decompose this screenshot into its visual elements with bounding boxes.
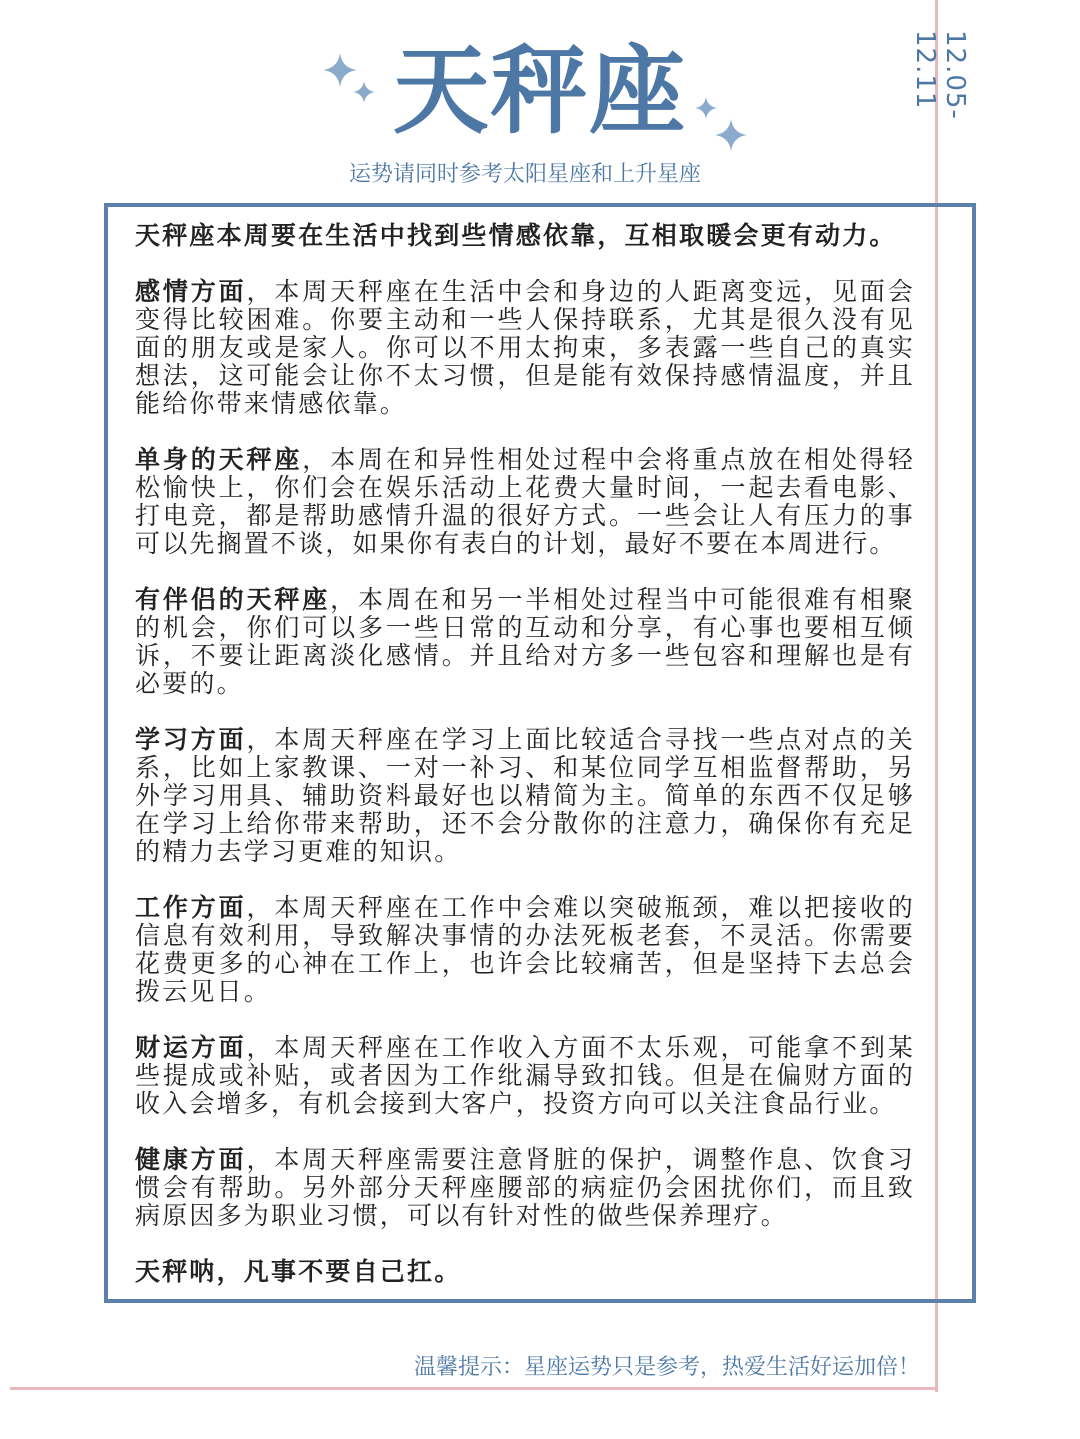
section-label: 有伴侣的天秤座: [135, 585, 331, 614]
section-text: ，本周天秤座在工作中会难以突破瓶颈，难以把接收的信息有效利用，导致解决事情的办法死板老套，不灵活。你需要花费更多的心神在工作上，也许会比较痛苦，但是坚持下去总会拨云见日。: [135, 893, 915, 1006]
closing-line: 天秤呐，凡事不要自己扛。: [135, 1257, 462, 1286]
section-label: 工作方面: [135, 893, 247, 922]
section-label: 财运方面: [135, 1033, 247, 1062]
section-study: [135, 726, 915, 866]
section-single: [135, 446, 915, 558]
section-partnered: [135, 586, 915, 698]
pink-horizontal-line: [10, 1387, 938, 1390]
subtitle: 运势请同时参考太阳星座和上升星座: [348, 162, 701, 187]
date-range: 12.05-12.11: [910, 30, 970, 120]
section-text: ，本周天秤座在工作收入方面不太乐观，可能拿不到某些提成或补贴，或者因为工作纰漏导致扣钱。但是在偏财方面的收入会增多，有机会接到大客户，投资方向可以关注食品行业。: [135, 1033, 915, 1118]
section-wealth: [135, 1034, 915, 1118]
section-label: 单身的天秤座: [135, 445, 303, 474]
page-title: 天秤座: [393, 35, 687, 147]
section-text: ，本周天秤座在生活中会和身边的人距离变远，见面会变得比较困难。你要主动和一些人保持联系，尤其是很久没有见面的朋友或是家人。你可以不用太拘束，多表露一些自己的真实想法，这可能会让你不太习惯，但是能有效保持感情温度，并且能给你带来情感依靠。: [135, 277, 915, 418]
footer-tip: 温馨提示：星座运势只是参考，热爱生活好运加倍！: [413, 1355, 920, 1380]
section-text: ，本周天秤座在学习上面比较适合寻找一些点对点的关系，比如上家教课、一对一补习、和某位同学互相监督帮助，另外学习用具、辅助资料最好也以精简为主。简单的东西不仅足够在学习上给你带来帮助，还不会分散你的注意力，确保你有充足的精力去学习更难的知识。: [135, 725, 915, 866]
section-text: ，本周天秤座需要注意肾脏的保护，调整作息、饮食习惯会有帮助。另外部分天秤座腰部的病症仍会困扰你们，而且致病原因多为职业习惯，可以有针对性的做些保养理疗。: [135, 1145, 915, 1230]
section-work: [135, 894, 915, 1006]
section-label: 健康方面: [135, 1145, 247, 1174]
headline: 天秤座本周要在生活中找到些情感依靠，互相取暖会更有动力。: [135, 221, 897, 250]
section-text: ，本周在和另一半相处过程当中可能很难有相聚的机会，你们可以多一些日常的互动和分享，有心事也要相互倾诉，不要让距离淡化感情。并且给对方多一些包容和理解也是有必要的。: [135, 585, 915, 698]
section-text: ，本周在和异性相处过程中会将重点放在相处得轻松愉快上，你们会在娱乐活动上花费大量时间，一起去看电影、打电竞，都是帮助感情升温的很好方式。一些会让人有压力的事可以先搁置不谈，如果你有表白的计划，最好不要在本周进行。: [135, 445, 916, 558]
section-emotion: [135, 278, 915, 418]
section-health: [135, 1146, 915, 1230]
horoscope-content: [135, 222, 915, 1286]
section-label: 学习方面: [135, 725, 247, 754]
section-label: 感情方面: [135, 277, 247, 306]
